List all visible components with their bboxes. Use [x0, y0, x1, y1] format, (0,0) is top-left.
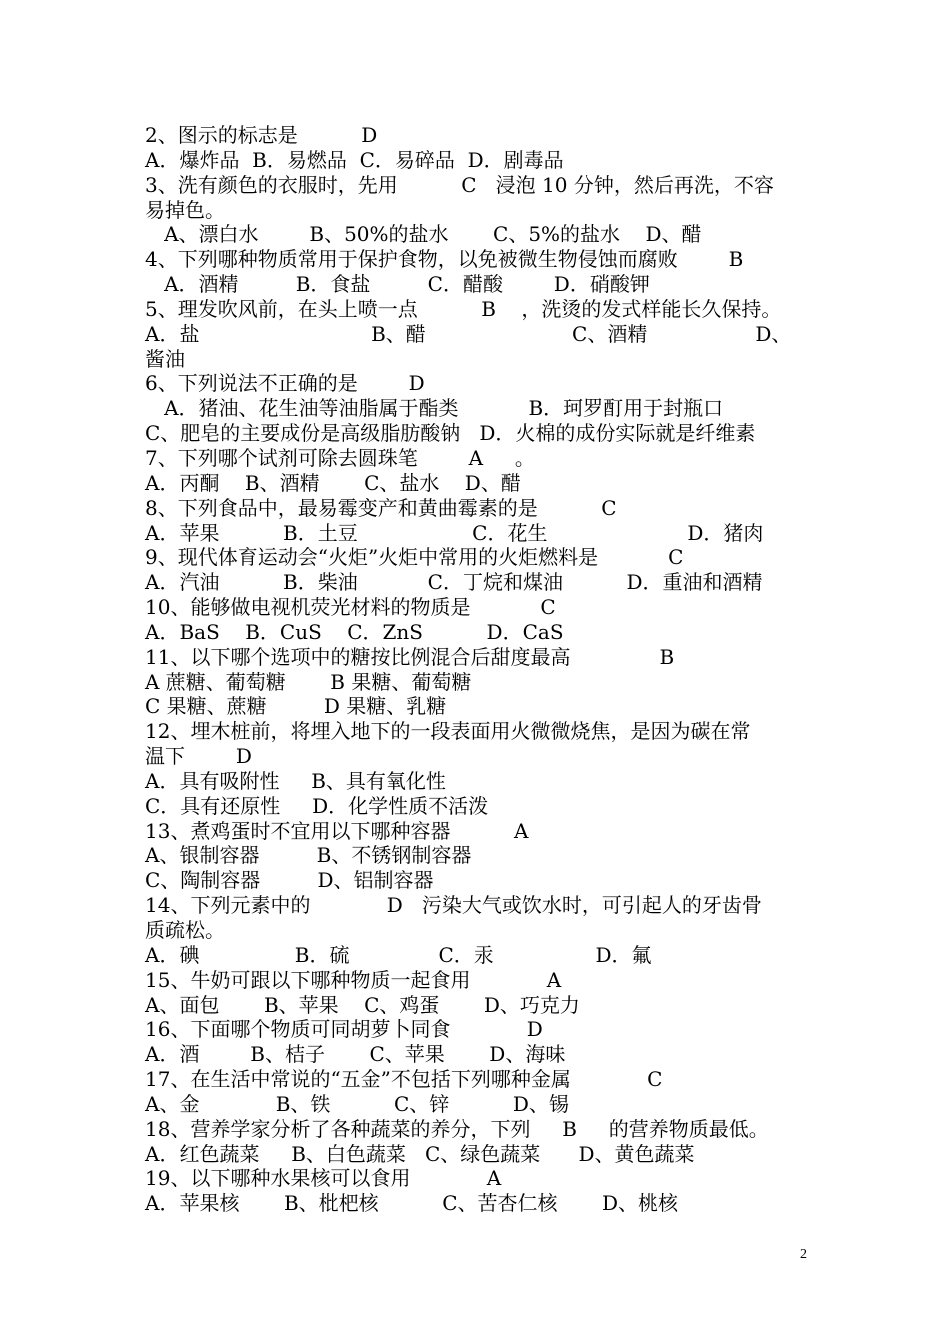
- text-line: C、陶制容器 D、铝制容器: [145, 868, 434, 893]
- text-line: A．具有吸附性 B、具有氧化性: [145, 768, 446, 793]
- text-line: 14、下列元素中的 D 污染大气或饮水时，可引起人的牙齿骨: [145, 893, 762, 918]
- text-line: A．碘 B．硫 C．汞 D．氟: [145, 942, 652, 967]
- text-line: 17、在生活中常说的“五金”不包括下列哪种金属 C: [145, 1067, 663, 1092]
- text-line: A．丙酮 B、酒精 C、盐水 D、醋: [145, 470, 521, 495]
- text-line: A、面包 B、苹果 C、鸡蛋 D、巧克力: [145, 992, 580, 1017]
- text-line: 15、牛奶可跟以下哪种物质一起食用 A: [145, 967, 562, 992]
- text-line: 10、能够做电视机荧光材料的物质是 C: [145, 595, 556, 620]
- text-line: A．汽油 B．柴油 C．丁烷和煤油 D．重油和酒精: [145, 570, 763, 595]
- text-line: 6、下列说法不正确的是 D: [145, 371, 425, 396]
- text-line: C 果糖、蔗糖 D 果糖、乳糖: [145, 694, 447, 719]
- text-line: 温下 D: [145, 744, 252, 769]
- question-list: [145, 123, 825, 1216]
- text-line: 2、图示的标志是 D: [145, 123, 378, 147]
- text-line: A．爆炸品 B．易燃品 C．易碎品 D．剧毒品: [145, 147, 564, 172]
- text-line: 16、下面哪个物质可同胡萝卜同食 D: [145, 1017, 543, 1042]
- text-line: A 蔗糖、葡萄糖 B 果糖、葡萄糖: [145, 669, 472, 694]
- text-line: C．具有还原性 D．化学性质不活泼: [145, 793, 489, 818]
- text-line: 12、埋木桩前，将埋入地下的一段表面用火微微烧焦，是因为碳在常: [145, 719, 751, 744]
- text-line: A．酒 B、桔子 C、苹果 D、海味: [145, 1042, 566, 1067]
- text-line: C、肥皂的主要成份是高级脂肪酸钠 D．火棉的成份实际就是纤维素: [145, 421, 756, 446]
- page-number: 2: [800, 1247, 807, 1262]
- text-line: 13、煮鸡蛋时不宜用以下哪种容器 A: [145, 818, 529, 843]
- text-line: A．红色蔬菜 B、白色蔬菜 C、绿色蔬菜 D、黄色蔬菜: [145, 1141, 695, 1166]
- text-line: A．苹果 B．土豆 C．花生 D．猪肉: [145, 520, 764, 545]
- text-line: A、银制容器 B、不锈钢制容器: [145, 843, 472, 868]
- text-line: A．盐 B、醋 C、酒精 D、: [145, 321, 792, 346]
- text-line: A、漂白水 B、50%的盐水 C、5%的盐水 D、醋: [145, 222, 702, 247]
- text-line: A．酒精 B．食盐 C．醋酸 D．硝酸钾: [145, 272, 650, 297]
- text-line: 3、洗有颜色的衣服时，先用 C 浸泡 10 分钟，然后再洗，不容: [145, 172, 774, 197]
- text-line: A、金 B、铁 C、锌 D、锡: [145, 1091, 569, 1116]
- text-line: A．猪油、花生油等油脂属于酯类 B．珂罗酊用于封瓶口: [145, 396, 724, 421]
- text-line: 19、以下哪种水果核可以食用 A: [145, 1166, 502, 1191]
- text-line: 质疏松。: [145, 918, 225, 942]
- text-line: A．BaS B．CuS C．ZnS D．CaS: [145, 619, 564, 644]
- text-line: A．苹果核 B、枇杷核 C、苦杏仁核 D、桃核: [145, 1191, 679, 1216]
- text-line: 易掉色。: [145, 197, 225, 222]
- text-line: 8、下列食品中，最易霉变产和黄曲霉素的是 C: [145, 495, 617, 520]
- text-line: 9、现代体育运动会“火炬”火炬中常用的火炬燃料是 C: [145, 545, 684, 570]
- text-line: 5、理发吹风前，在头上喷一点 B ，洗烫的发式样能长久保持。: [145, 296, 782, 321]
- text-line: 18、营养学家分析了各种蔬菜的养分，下列 B 的营养物质最低。: [145, 1116, 769, 1141]
- text-line: 4、下列哪种物质常用于保护食物，以免被微生物侵蚀而腐败 B: [145, 247, 744, 272]
- text-line: 酱油: [145, 346, 185, 371]
- text-line: 11、以下哪个选项中的糖按比例混合后甜度最高 B: [145, 644, 675, 669]
- text-line: 7、下列哪个试剂可除去圆珠笔 A 。: [145, 445, 535, 470]
